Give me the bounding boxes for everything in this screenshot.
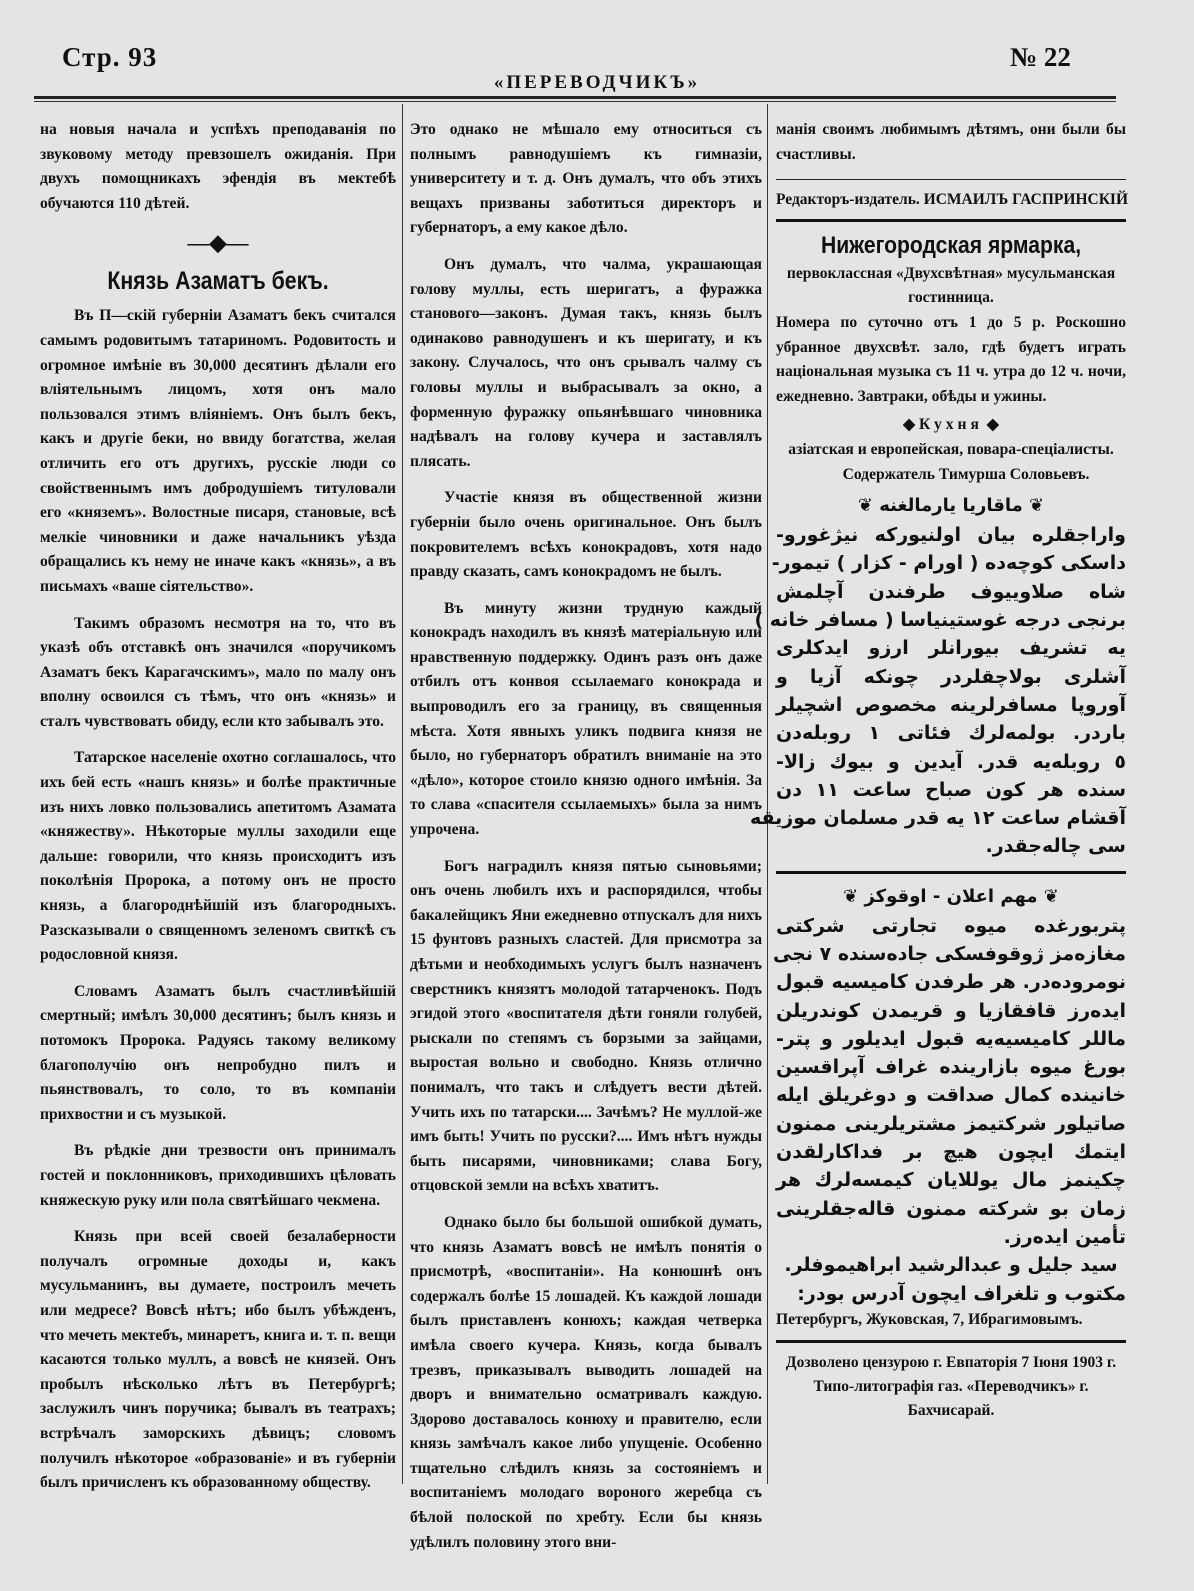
paragraph: Такимъ образомъ несмотря на то, что въ указѣ объ отставкѣ онъ значился «поручикомъ Азаматъ бекъ Карагачскимъ», мало по малу онъ вполну освоился съ тѣмъ, что онъ «князь» и сталъ чувствовать обиду, если кто забывалъ это.: [40, 614, 396, 730]
paragraph: Однако было бы большой ошибкой думать, что князь Азаматъ вовсѣ не имѣлъ понятія о присмотрѣ, «воспитаніи». На конюшнѣ онъ содержалъ болѣе 15 лошадей. Къ каждой лошади былъ приставленъ конюхъ; каждая четверка имѣла своего кучера. Князь, когда бывалъ трезвъ, приказывалъ выводить лошадей на дворъ и внимательно осматривалъ каждую. Здорово доставалось конюху и правителю, если князь замѣчалъ какое либо упущеніе. Особенно тщательно слѣдилъ князь за состояніемъ и воспитаніемъ молодаго вороного жеребца съ бѣлой полоской по хребту. Если бы князь удѣлилъ половину этого вни-: [410, 1213, 762, 1551]
advert-title: [776, 491, 1126, 521]
advert-body: Номера по суточно отъ 1 до 5 р. Роскошно убранное двухсвѣт. зало, гдѣ будетъ играть національная музыка съ 11 ч. утра до 12 ч. ночи, ежедневно. Завтраки, обѣды и ужины.: [776, 313, 1126, 405]
advert-line: چكينمز مال يوللايان كيمسه‌لرك هر: [776, 1169, 1126, 1192]
paragraph: Это однако не мѣшало ему относиться съ полнымъ равнодушіемъ къ гимназіи, университету и т. д. Онъ думалъ, что объ этихъ вещахъ призваны заботиться директоръ и губернаторъ, а ему какое дѣло.: [410, 121, 762, 237]
kitchen-heading: [776, 413, 1126, 438]
ornament-icon: ❦: [843, 885, 865, 907]
advert-line: شاه صلاوييوف طرفندن آچلمش: [776, 580, 1126, 603]
advert-line: زمان بو شركته ممنون قاله‌جقلرينى: [776, 1197, 1126, 1220]
advert-line: بورغ ميوه بازارينده غراف آپراقسين: [776, 1056, 1126, 1079]
arabic-advert-2: [772, 882, 1126, 1333]
advert-subtitle: первоклассная «Двухсвѣтная» мусульманская гостинница.: [786, 264, 1116, 307]
advert-line: آوروپا مسافرلرينه مخصوص اشچيلر: [776, 693, 1126, 716]
divider: [776, 871, 1126, 874]
advert-lines: [772, 912, 1126, 1252]
advert-line: داسكى كوچه‌ده ( اورام - كزار ) تيمور-: [771, 552, 1126, 575]
advert-line: نومروده‌در. هر طرفدن كاميسيه قبول: [776, 971, 1126, 994]
column-3: [749, 118, 1129, 1423]
paragraph: Татарское населеніе охотно соглашалось, что ихъ бей есть «нашъ князь» и болѣе практичные изъ нихъ ловко пользовались апетитомъ Азамата «княжеству». Нѣкоторые муллы заходили еще дальше: говорили, что князь происходитъ изъ поколѣнія Пророка, а потому онъ не просто князь, а благороднѣйшій изъ благородныхъ. Разсказывали о священномъ зеленомъ свиткѣ съ родословной князя.: [40, 749, 396, 964]
advert-title: Нижегородская ярмарка,: [820, 231, 1082, 259]
advert-line: برنجى درجه غوستينياسا ( مسافر خانه ): [754, 609, 1126, 632]
advert-lines: [749, 521, 1126, 861]
header-rule-thin: [34, 101, 1116, 102]
article-title: Князь Азаматъ бекъ.: [107, 267, 329, 296]
advert-line: تأمين ايده‌رز.: [1003, 1225, 1126, 1248]
paragraph: Въ П—скій губерніи Азаматъ бекъ считался самымъ родовитымъ татариномъ. Родовитость и огромное имѣніе въ 30,000 десятинъ дѣлали его вліятельнымъ лицомъ, хотя онъ мало пользовался этимъ вліяніемъ. Онъ былъ бекъ, какъ и другіе беки, но ввиду богатства, желая отличить его отъ другихъ, русскіе люди со свойственнымъ имъ добродушіемъ титуловали его «княземъ». Волостные писаря, становые, всѣ мелкіе чиновники и даже начальникъ уѣзда обращались къ нему не иначе какъ «князь», а въ письмахъ «ваше сіятельство».: [40, 307, 396, 595]
paragraph: Князь при всей своей безалаберности получалъ огромные доходы и, какъ мусульманинъ, вы думаете, построилъ мечеть или медресе? Вовсѣ нѣтъ; ибо былъ убѣжденъ, что мечеть мектебъ, минаретъ, книга и. т. п. вещи касаются только муллъ, а вовсѣ не князей. Онъ пробылъ нѣсколько лѣтъ въ Петербургѣ; заслужилъ чинъ поручика; бывалъ въ театрахъ; встрѣчалъ заморскихъ дѣвицъ; словомъ получилъ нѣкоторое «образованіе» и въ губерніи былъ причисленъ къ образованному обществу.: [40, 1228, 396, 1492]
kitchen-label: Кухня: [919, 416, 983, 434]
kitchen-text: азіатская и европейская, повара-спеціалисты.: [788, 440, 1114, 458]
ornament-divider: —◆—: [187, 230, 249, 256]
column-2: [410, 118, 762, 1567]
paragraph: Богъ наградилъ князя пятью сыновьями; онъ очень любилъ ихъ и распорядился, чтобы бакалейщикъ Яни ежедневно отпускалъ для нихъ 15 фунтовъ разныхъ сластей. Для присмотра за дѣтьми и необходимыхъ услугъ былъ назначенъ сверстникъ князятъ молодой татарченокъ. Подъ эгидой этого «воспитателя дѣти гоняли голубей, рыскали по степямъ съ борзыми за зайцами, выростая вольно и свободно. Князь отлично понималъ, что такъ и слѣдуетъ вести дѣтей. Учить ихъ по татарски.... Зачѣмъ? Не муллой-же имъ быть! Учить по русски?.... Имъ нѣтъ нужды быть писарями, чиновниками; слава Богу, отцовской земли на всѣхъ хватитъ.: [410, 857, 762, 1195]
advert-line: آشلرى بولاچقلردر چونكه آزيا و: [776, 665, 1126, 688]
column-1: [40, 118, 396, 1508]
advert-title-text: ماقاريا يارمالغنه: [879, 495, 1023, 517]
ornament-icon: ◆: [903, 416, 920, 434]
advert-line: ماللر كاميسيه‌يه قبول ايديلور و پتر-: [776, 1027, 1126, 1050]
advert-line: ايتمك ايچون هيچ بر فداكارلقدن: [776, 1141, 1126, 1164]
advert-line: صاتيلور شركتيمز مشتريلرينى ممنون: [776, 1112, 1126, 1135]
censorship-footer: Дозволено цензурою г. Евпаторія 7 Іюня 1903 г. Типо-литографія газ. «Переводчикъ» г. Бахчисарай.: [785, 1354, 1117, 1420]
advert-line: باردر. بولمه‌لرك فئاتى ١ روبله‌دن: [776, 722, 1126, 745]
column-divider: [402, 104, 403, 1484]
advert-line: مغازه‌مز ژوقوفسكى جاده‌سنده ٧ نجى: [772, 942, 1126, 965]
advert-line: پتربورغده ميوه تجارتى شركتى: [776, 914, 1126, 937]
ornament-icon: ◆: [982, 416, 999, 434]
advert-line: ايده‌رز قافقازيا و قريمدن كوندريلن: [776, 999, 1126, 1022]
paragraph: Въ рѣдкіе дни трезвости онъ принималъ гостей и поклонниковъ, приходившихъ цѣловать княжескую руку или пола святѣйшаго чекмена.: [40, 1142, 396, 1209]
newspaper-title: «ПЕРЕВОДЧИКЪ»: [493, 72, 701, 93]
advert-line: آقشام ساعت ١٢ يه قدر مسلمان موزيقه: [749, 807, 1126, 830]
owner-line: Содержатель Тимурша Соловьевъ.: [842, 465, 1090, 483]
advert-title-text: مهم اعلان - اوقوكز: [864, 885, 1038, 907]
editor-label: Редакторъ-издатель.: [776, 191, 920, 209]
editor-name: ИСМАИЛЪ ГАСПРИНСКІЙ: [923, 191, 1129, 209]
divider: [776, 1340, 1126, 1343]
paragraph: Словамъ Азаматъ былъ счастливѣйшій смертный; имѣлъ 30,000 десятинъ; былъ князь и потомокъ Пророка. Радуясь такому великому благополучію онъ непробудно пилъ и пьянствовалъ, то соло, то въ компаніи прихвостни и съ музыкой.: [40, 982, 396, 1123]
ornament-icon: ❦: [1022, 495, 1045, 517]
advert-line: سنده هر كون صباح ساعت ١١ دن: [776, 778, 1126, 801]
advert-line: خانينده كمال صداقت و دوغريلق ايله: [776, 1084, 1126, 1107]
paragraph: Онъ думалъ, что чалма, украшающая голову муллы, есть шеригатъ, а фуражка станового—законъ. Думая такъ, князь былъ одинаково равнодушенъ и къ шеригату, и къ закону. Случалось, что онъ срывалъ чалму съ головы муллы и выбрасывалъ за окно, а форменную фуражку опьянѣвшаго чиновника надѣвалъ на голову кучера и заставлялъ плясать.: [410, 255, 762, 470]
page-number: Стр. 93: [62, 42, 158, 72]
column-divider: [767, 104, 768, 1484]
editor-line: [776, 188, 1129, 213]
ornament-icon: ❦: [1037, 885, 1059, 907]
paragraph: Участіе князя въ общественной жизни губерніи было очень оригинальное. Онъ былъ покровителемъ всѣхъ конокрадовъ, хотя надо правду сказать, самъ конокрадомъ не былъ.: [410, 489, 762, 581]
continuation-paragraph: манія своимъ любимымъ дѣтямъ, они были бы счастливы.: [776, 121, 1126, 163]
hotel-advert: [776, 230, 1126, 487]
intro-paragraph: на новыя начала и успѣхъ преподаванія по звуковому методу превзошелъ ожиданія. При двухъ помощникахъ эфендія въ мектебѣ обучаются 110 дѣтей.: [40, 121, 396, 212]
ornament-icon: ❦: [857, 495, 880, 517]
address-label: مكتوب و تلغراف ايچون آدرس بودر:: [797, 1282, 1126, 1305]
paragraph: Въ минуту жизни трудную каждый конокрадъ находилъ въ князѣ матеріальную или нравственную поддержку. Одинъ разъ онъ даже отбилъ отъ конвоя ссылаемаго конокрада и выпроводилъ его за границу, въ священныя мѣста. Хотя явныхъ уликъ подвига князя не было, но губернаторъ обратилъ вниманіе на это «дѣло», которое стоило князю одного имѣнія. За то слава «спасителя ссылаемыхъ» была за нимъ упрочена.: [410, 599, 762, 839]
divider: [776, 219, 1126, 222]
advert-line: ٥ روبله‌يه قدر. آيدين و بيوك زالا-: [776, 750, 1126, 773]
advert-line: سى چاله‌جقدر.: [985, 835, 1126, 858]
signature-line: سيد جليل و عبدالرشيد ابراهيموفلر.: [784, 1254, 1118, 1277]
arabic-advert-1: [749, 491, 1126, 861]
divider: [776, 179, 1126, 180]
header-rule: [34, 96, 1116, 99]
advert-title: [776, 882, 1126, 912]
address-line: Петербургъ, Жуковская, 7, Ибрагимовымъ.: [776, 1310, 1083, 1328]
advert-line: يه تشريف بيورانلر ارزو ايدكلرى: [776, 637, 1126, 660]
advert-line: واراجقلره بيان اولنيوركه نيژغورو-: [776, 524, 1126, 547]
issue-number: № 22: [1010, 42, 1071, 72]
